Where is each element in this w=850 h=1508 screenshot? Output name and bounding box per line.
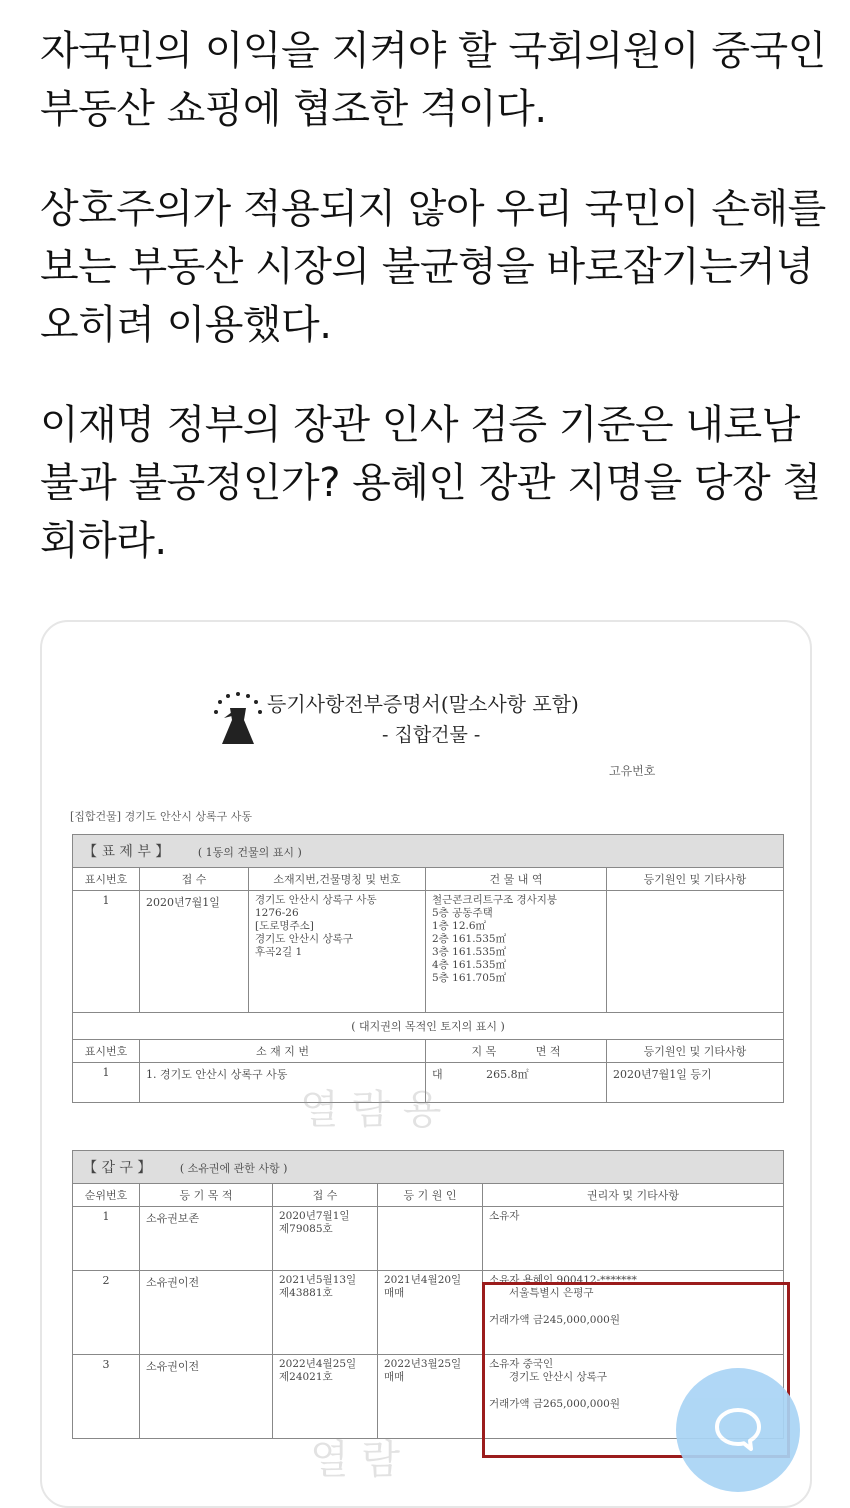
title-section-table (72, 834, 784, 1103)
col-header: 접 수 (140, 868, 249, 891)
land-section-desc: ( 대지권의 목적인 토지의 표시 ) (73, 1013, 784, 1040)
title-section-desc: ( 1동의 건물의 표시 ) (197, 846, 302, 859)
ownership-section-desc: ( 소유권에 관한 사항 ) (179, 1162, 288, 1175)
col-header: 소재지번,건물명칭 및 번호 (249, 868, 426, 891)
col-header: 등기원인 및 기타사항 (607, 868, 784, 891)
table-cell: 1 (73, 1063, 140, 1103)
chat-button[interactable] (676, 1368, 800, 1492)
document-subtitle: - 집합건물 - (382, 724, 481, 746)
address-line: [집합건물] 경기도 안산시 상록구 사동 (70, 810, 252, 823)
post-body (40, 22, 830, 612)
title-section-label: 【 표 제 부 】 (83, 844, 170, 860)
col-header: 표시번호 (73, 868, 140, 891)
post-paragraph-3: 이재명 정부의 장관 인사 검증 기준은 내로남불과 불공정인가? 용혜인 장관 지명을 당장 철회하라. (40, 402, 821, 564)
col-header: 등기원인 및 기타사항 (607, 1040, 784, 1063)
table-cell (607, 891, 784, 1013)
table-cell: 2020년7월1일 등기 (607, 1063, 784, 1103)
document-title: 등기사항전부증명서(말소사항 포함) (267, 692, 579, 716)
table-row: 3 소유권이전 2022년4월25일 제24021호 2022년3월25일 매매 소유자 중국인 경기도 안산시 상록구 거래가액 금265,000,000원 (73, 1355, 784, 1439)
chat-bubble-icon (713, 1406, 763, 1454)
col-header: 표시번호 (73, 1040, 140, 1063)
attached-image-card[interactable] (40, 620, 812, 1508)
registry-document (42, 622, 810, 1506)
building-cell: 철근콘크리트구조 경사지붕 5층 공동주택 1층 12.6㎡ 2층 161.535㎡ 3층 161.535㎡ 4층 161.535㎡ 5층 161.705㎡ (426, 891, 607, 1013)
col-header: 접 수 (273, 1184, 378, 1207)
col-header: 건 물 내 역 (426, 868, 607, 891)
post-paragraph-2: 상호주의가 적용되지 않아 우리 국민이 손해를 보는 부동산 시장의 불균형을 바로잡기는커녕 오히려 이용했다. (40, 186, 826, 348)
table-row: 2 소유권이전 2021년5월13일 제43881호 2021년4월20일 매매 소유자 용혜인 900412-******* 서울특별시 은평구 거래가액 금245,000,000원 (73, 1271, 784, 1355)
table-row: 1 소유권보존 2020년7월1일 제79085호 소유자 (73, 1207, 784, 1271)
col-header: 등 기 목 적 (140, 1184, 273, 1207)
col-header: 권리자 및 기타사항 (483, 1184, 784, 1207)
location-cell: 경기도 안산시 상록구 사동 1276-26 [도로명주소] 경기도 안산시 상록구 후곡2길 1 (249, 891, 426, 1013)
watermark: 열 람 (310, 1437, 400, 1483)
table-cell: 1. 경기도 안산시 상록구 사동 (140, 1063, 426, 1103)
government-seal-icon (210, 690, 266, 748)
table-cell: 대 265.8㎡ (426, 1063, 607, 1103)
col-header: 소 재 지 번 (140, 1040, 426, 1063)
col-header: 등 기 원 인 (378, 1184, 483, 1207)
table-cell: 1 (73, 891, 140, 1013)
watermark: 열 람 용 (300, 1087, 442, 1133)
unique-number-label: 고유번호 (609, 764, 656, 778)
col-header: 지 목 면 적 (426, 1040, 607, 1063)
table-cell: 2020년7월1일 (140, 891, 249, 1013)
col-header: 순위번호 (73, 1184, 140, 1207)
ownership-section-label: 【 갑 구 】 (83, 1160, 152, 1176)
post-paragraph-1: 자국민의 이익을 지켜야 할 국회의원이 중국인 부동산 쇼핑에 협조한 격이다. (40, 28, 826, 132)
